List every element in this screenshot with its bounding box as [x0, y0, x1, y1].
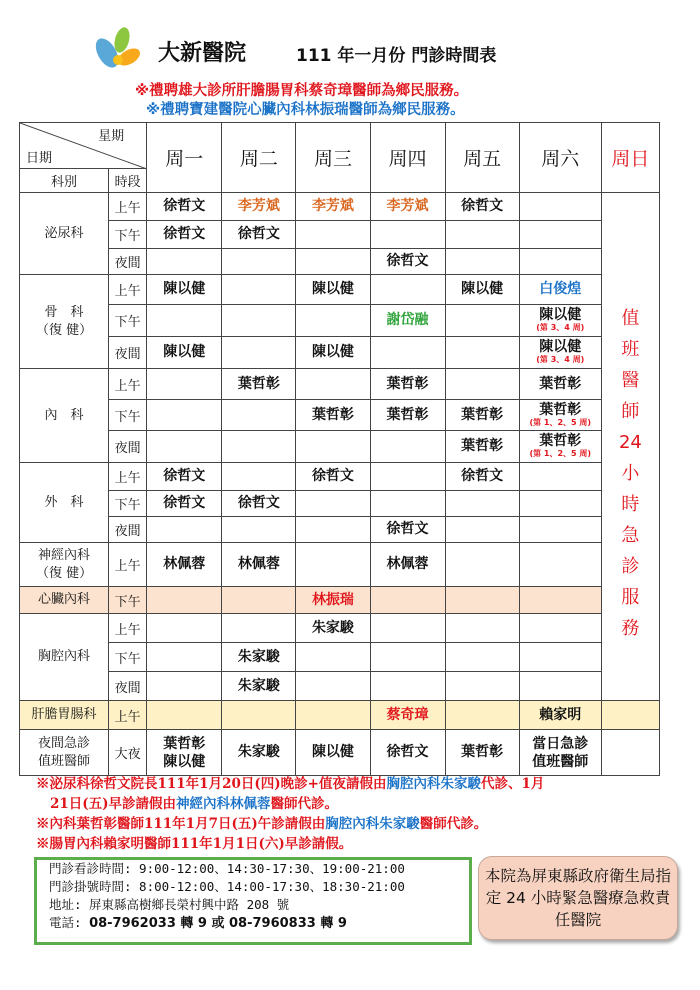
- sunday-duty-char: 診: [621, 556, 640, 577]
- doctor-name: 陳以健: [311, 281, 354, 297]
- doctor-cell: [222, 517, 296, 543]
- doctor-name: 賴家明: [539, 706, 582, 723]
- doctor-name: 葉哲彰: [539, 433, 582, 449]
- sunday-duty-char: 急: [621, 525, 640, 546]
- hospital-logo: [92, 26, 142, 76]
- emergency-certification-badge: 本院為屏東縣政府衛生局指定 24 小時緊急醫療急救責任醫院: [478, 856, 678, 940]
- doctor-cell: [445, 543, 519, 587]
- doctor-cell: [519, 491, 601, 517]
- doctor-cell: [519, 305, 601, 337]
- doctor-cell: [445, 587, 519, 614]
- doctor-name: 林振瑞: [311, 591, 354, 608]
- sunday-duty-char: 班: [621, 339, 640, 360]
- doctor-name: 徐哲文: [163, 226, 206, 242]
- doctor-cell: [147, 587, 222, 614]
- doctor-name: 葉哲彰 陳以健: [163, 735, 206, 770]
- week-note: (第 3、4 周): [536, 323, 585, 332]
- sunday-duty-char: 服: [621, 587, 640, 608]
- header-corner-cell: [20, 123, 147, 169]
- phone-label: 電話:: [49, 915, 82, 930]
- doctor-name: 葉哲彰: [539, 401, 582, 418]
- doctor-cell: [222, 400, 296, 431]
- doctor-name: 陳以健: [311, 344, 354, 360]
- sunday-duty-char: 小: [621, 463, 640, 484]
- table-header-row: [20, 123, 660, 169]
- doctor-cell: [222, 369, 296, 400]
- day-header-6: 周六: [519, 123, 601, 193]
- doctor-cell: [147, 672, 222, 701]
- doctor-name: 林佩蓉: [386, 556, 429, 572]
- doctor-name: 徐哲文: [461, 468, 504, 484]
- doctor-cell: [222, 275, 296, 305]
- section-column-label: 科別: [20, 169, 109, 193]
- doctor-cell: [296, 337, 370, 369]
- doctor-name: 林佩蓉: [163, 556, 206, 572]
- period-label: 上午: [109, 275, 147, 305]
- doctor-cell: [147, 730, 222, 776]
- doctor-cell: [147, 275, 222, 305]
- doctor-cell: [147, 491, 222, 517]
- sunday-duty-column: [601, 193, 659, 701]
- period-label: 上午: [109, 543, 147, 587]
- sunday-duty-char: 醫: [621, 370, 640, 391]
- doctor-cell: [296, 400, 370, 431]
- doctor-cell: [370, 517, 445, 543]
- sunday-empty-cell: [601, 701, 659, 730]
- hospital-name: 大新醫院: [158, 41, 247, 66]
- doctor-name: 徐哲文: [163, 495, 206, 511]
- period-label: 上午: [109, 193, 147, 221]
- page-header: [0, 0, 700, 122]
- schedule-row: [20, 193, 660, 221]
- doctor-cell: [445, 701, 519, 730]
- doctor-cell: [370, 463, 445, 491]
- period-label: 下午: [109, 305, 147, 337]
- doctor-cell: [296, 221, 370, 249]
- clinic-schedule-table: [19, 122, 660, 776]
- doctor-cell: [222, 543, 296, 587]
- doctor-cell: [222, 491, 296, 517]
- schedule-row: [20, 221, 660, 249]
- doctor-name: 葉哲彰: [386, 406, 429, 423]
- week-note: (第 1、2、5 周): [529, 449, 592, 458]
- period-label: 上午: [109, 369, 147, 400]
- sunday-duty-char: 值: [621, 308, 640, 329]
- doctor-cell: [445, 643, 519, 672]
- phone-number: 08-7962033 轉 9 或 08-7960833 轉 9: [89, 916, 347, 931]
- section-name: 胸腔內科: [20, 614, 109, 701]
- doctor-cell: [370, 672, 445, 701]
- doctor-name: 陳以健: [163, 344, 206, 360]
- doctor-cell: [370, 643, 445, 672]
- doctor-cell: [445, 221, 519, 249]
- doctor-cell: [222, 672, 296, 701]
- doctor-cell: [296, 543, 370, 587]
- period-label: 大夜: [109, 730, 147, 776]
- footnote-urology-cont: 21日(五)早診請假由神經內科林佩蓉醫師代診。: [50, 796, 339, 812]
- doctor-cell: [222, 463, 296, 491]
- doctor-cell: [147, 463, 222, 491]
- doctor-cell: [296, 193, 370, 221]
- schedule-row: [20, 249, 660, 275]
- doctor-name: 白俊煌: [539, 281, 582, 297]
- doctor-name: 林佩蓉: [237, 556, 280, 572]
- doctor-cell: [519, 249, 601, 275]
- footnote-gastro: ※腸胃內科賴家明醫師111年1月1日(六)早診請假。: [36, 836, 353, 852]
- doctor-name: 葉哲彰: [237, 375, 280, 392]
- doctor-cell: [370, 730, 445, 776]
- doctor-name: 蔡奇璋: [386, 706, 429, 723]
- section-name: 泌尿科: [20, 193, 109, 275]
- schedule-row: [20, 400, 660, 431]
- doctor-cell: [296, 730, 370, 776]
- sunday-empty-cell: [601, 730, 659, 776]
- day-header-4: 周四: [370, 123, 445, 193]
- doctor-cell: [222, 643, 296, 672]
- doctor-cell: [296, 275, 370, 305]
- doctor-name: 朱家駿: [237, 648, 280, 665]
- doctor-cell: [445, 275, 519, 305]
- doctor-cell: [445, 730, 519, 776]
- day-header-5: 周五: [445, 123, 519, 193]
- doctor-cell: [445, 491, 519, 517]
- doctor-cell: [147, 701, 222, 730]
- clinic-info-box: [34, 857, 472, 945]
- doctor-cell: [445, 305, 519, 337]
- doctor-name: 陳以健: [539, 339, 582, 355]
- doctor-cell: [147, 614, 222, 643]
- clinic-hours: 門診看診時間: 9:00-12:00、14:30-17:30、19:00-21:00: [49, 861, 405, 876]
- doctor-cell: [445, 400, 519, 431]
- doctor-name: 葉哲彰: [461, 438, 504, 454]
- doctor-name: 陳以健: [539, 307, 582, 323]
- corner-date-label: 日期: [26, 151, 53, 166]
- doctor-name: 當日急診 值班醫師: [532, 735, 589, 770]
- doctor-cell: [519, 369, 601, 400]
- footnote-urology: ※泌尿科徐哲文院長111年1月20日(四)晚診+值夜請假由胸腔內科朱家駿代診、1月: [36, 776, 545, 792]
- doctor-name: 朱家駿: [311, 619, 354, 636]
- doctor-cell: [445, 463, 519, 491]
- doctor-cell: [519, 275, 601, 305]
- footnotes: [36, 774, 666, 854]
- doctor-name: 朱家駿: [237, 744, 280, 760]
- doctor-cell: [370, 701, 445, 730]
- doctor-cell: [296, 643, 370, 672]
- section-name: 心臟內科: [20, 587, 109, 614]
- doctor-name: 徐哲文: [386, 253, 429, 269]
- doctor-cell: [445, 337, 519, 369]
- doctor-name: 葉哲彰: [311, 406, 354, 423]
- doctor-cell: [519, 221, 601, 249]
- sunday-duty-char: 務: [621, 618, 640, 639]
- doctor-cell: [370, 275, 445, 305]
- schedule-row: [20, 491, 660, 517]
- doctor-cell: [147, 221, 222, 249]
- section-name: 神經內科 （復 健）: [20, 543, 109, 587]
- doctor-cell: [147, 369, 222, 400]
- schedule-row: [20, 643, 660, 672]
- doctor-cell: [147, 337, 222, 369]
- doctor-cell: [296, 463, 370, 491]
- doctor-name: 徐哲文: [163, 198, 206, 214]
- week-note: (第 3、4 周): [536, 355, 585, 364]
- period-label: 下午: [109, 221, 147, 249]
- doctor-name: 徐哲文: [386, 744, 429, 760]
- schedule-row: [20, 369, 660, 400]
- doctor-cell: [445, 193, 519, 221]
- doctor-cell: [519, 400, 601, 431]
- period-label: 上午: [109, 463, 147, 491]
- doctor-cell: [445, 672, 519, 701]
- period-label: 夜間: [109, 672, 147, 701]
- schedule-row: [20, 275, 660, 305]
- notice-gastro-doctor: ※禮聘雄大診所肝膽腸胃科蔡奇璋醫師為鄉民服務。: [135, 83, 469, 99]
- period-label: 夜間: [109, 249, 147, 275]
- section-name: 骨 科 （復 健）: [20, 275, 109, 369]
- doctor-cell: [519, 543, 601, 587]
- doctor-cell: [445, 517, 519, 543]
- period-label: 下午: [109, 491, 147, 517]
- sunday-duty-char: 時: [621, 494, 640, 515]
- doctor-cell: [370, 369, 445, 400]
- doctor-cell: [296, 305, 370, 337]
- period-label: 下午: [109, 587, 147, 614]
- schedule-row: [20, 431, 660, 463]
- doctor-cell: [296, 491, 370, 517]
- period-column-label: 時段: [109, 169, 147, 193]
- doctor-cell: [296, 701, 370, 730]
- doctor-name: 徐哲文: [386, 521, 429, 537]
- doctor-cell: [296, 517, 370, 543]
- schedule-row: [20, 337, 660, 369]
- doctor-cell: [147, 400, 222, 431]
- doctor-cell: [296, 672, 370, 701]
- schedule-row: [20, 614, 660, 643]
- doctor-cell: [222, 701, 296, 730]
- doctor-cell: [147, 517, 222, 543]
- sunday-duty-char: 24: [618, 432, 642, 453]
- doctor-cell: [370, 305, 445, 337]
- notice-cardio-doctor: ※禮聘寶建醫院心臟內科林振瑞醫師為鄉民服務。: [146, 102, 465, 118]
- period-label: 夜間: [109, 517, 147, 543]
- period-label: 夜間: [109, 337, 147, 369]
- doctor-cell: [222, 221, 296, 249]
- doctor-cell: [370, 400, 445, 431]
- doctor-cell: [519, 672, 601, 701]
- doctor-cell: [296, 614, 370, 643]
- doctor-name: 葉哲彰: [386, 375, 429, 392]
- doctor-cell: [370, 337, 445, 369]
- doctor-cell: [222, 730, 296, 776]
- doctor-cell: [147, 643, 222, 672]
- doctor-name: 徐哲文: [237, 495, 280, 511]
- doctor-cell: [147, 193, 222, 221]
- schedule-row: [20, 543, 660, 587]
- day-header-3: 周三: [296, 123, 370, 193]
- footnote-internal-medicine: ※內科葉哲彰醫師111年1月7日(五)午診請假由胸腔內科朱家駿醫師代診。: [36, 816, 488, 832]
- doctor-name: 陳以健: [163, 281, 206, 297]
- corner-week-label: 星期: [98, 129, 125, 144]
- sunday-duty-char: 師: [621, 401, 640, 422]
- doctor-cell: [370, 614, 445, 643]
- doctor-cell: [370, 249, 445, 275]
- schedule-row: [20, 672, 660, 701]
- doctor-cell: [370, 491, 445, 517]
- doctor-cell: [222, 431, 296, 463]
- doctor-cell: [370, 431, 445, 463]
- schedule-row: [20, 730, 660, 776]
- schedule-row: [20, 517, 660, 543]
- phone-line: [49, 914, 469, 933]
- doctor-cell: [519, 337, 601, 369]
- section-name: 夜間急診 值班醫師: [20, 730, 109, 776]
- doctor-name: 陳以健: [461, 281, 504, 297]
- doctor-cell: [222, 249, 296, 275]
- doctor-cell: [147, 431, 222, 463]
- doctor-cell: [147, 305, 222, 337]
- doctor-cell: [519, 614, 601, 643]
- doctor-cell: [222, 614, 296, 643]
- section-name: 肝膽胃腸科: [20, 701, 109, 730]
- doctor-cell: [222, 337, 296, 369]
- doctor-name: 朱家駿: [237, 677, 280, 694]
- doctor-cell: [519, 587, 601, 614]
- doctor-cell: [370, 193, 445, 221]
- day-header-1: 周一: [147, 123, 222, 193]
- doctor-cell: [222, 587, 296, 614]
- doctor-cell: [445, 431, 519, 463]
- doctor-name: 謝岱融: [386, 312, 429, 328]
- doctor-cell: [519, 701, 601, 730]
- doctor-name: 陳以健: [311, 744, 354, 760]
- schedule-row: [20, 305, 660, 337]
- doctor-cell: [147, 249, 222, 275]
- period-label: 上午: [109, 701, 147, 730]
- day-header-sunday: 周日: [601, 123, 659, 193]
- doctor-cell: [222, 193, 296, 221]
- doctor-cell: [519, 517, 601, 543]
- doctor-cell: [519, 643, 601, 672]
- doctor-cell: [296, 431, 370, 463]
- schedule-title: 111 年一月份 門診時間表: [296, 46, 497, 66]
- doctor-cell: [519, 193, 601, 221]
- day-header-2: 周二: [222, 123, 296, 193]
- doctor-cell: [296, 249, 370, 275]
- doctor-cell: [519, 431, 601, 463]
- doctor-cell: [445, 249, 519, 275]
- week-note: (第 1、2、5 周): [529, 417, 592, 427]
- doctor-name: 李芳斌: [311, 198, 354, 214]
- doctor-cell: [296, 587, 370, 614]
- doctor-cell: [519, 730, 601, 776]
- doctor-cell: [296, 369, 370, 400]
- period-label: 下午: [109, 643, 147, 672]
- doctor-name: 徐哲文: [311, 468, 354, 484]
- schedule-row: [20, 587, 660, 614]
- doctor-cell: [519, 463, 601, 491]
- doctor-cell: [445, 614, 519, 643]
- doctor-name: 李芳斌: [237, 198, 280, 214]
- doctor-cell: [147, 543, 222, 587]
- doctor-name: 葉哲彰: [461, 744, 504, 760]
- doctor-cell: [370, 587, 445, 614]
- address: 地址: 屏東縣高樹鄉長榮村興中路 208 號: [49, 897, 290, 912]
- doctor-name: 徐哲文: [237, 226, 280, 242]
- period-label: 上午: [109, 614, 147, 643]
- doctor-cell: [370, 221, 445, 249]
- doctor-cell: [370, 543, 445, 587]
- doctor-name: 徐哲文: [163, 468, 206, 484]
- section-name: 內 科: [20, 369, 109, 463]
- registration-hours: 門診掛號時間: 8:00-12:00、14:00-17:30、18:30-21:00: [49, 879, 405, 894]
- period-label: 下午: [109, 400, 147, 431]
- period-label: 夜間: [109, 431, 147, 463]
- doctor-cell: [222, 305, 296, 337]
- doctor-cell: [445, 369, 519, 400]
- schedule-row: [20, 701, 660, 730]
- doctor-name: 葉哲彰: [461, 406, 504, 423]
- schedule-row: [20, 463, 660, 491]
- doctor-name: 葉哲彰: [539, 375, 582, 392]
- section-name: 外 科: [20, 463, 109, 543]
- doctor-name: 徐哲文: [461, 198, 504, 214]
- doctor-name: 李芳斌: [386, 198, 429, 214]
